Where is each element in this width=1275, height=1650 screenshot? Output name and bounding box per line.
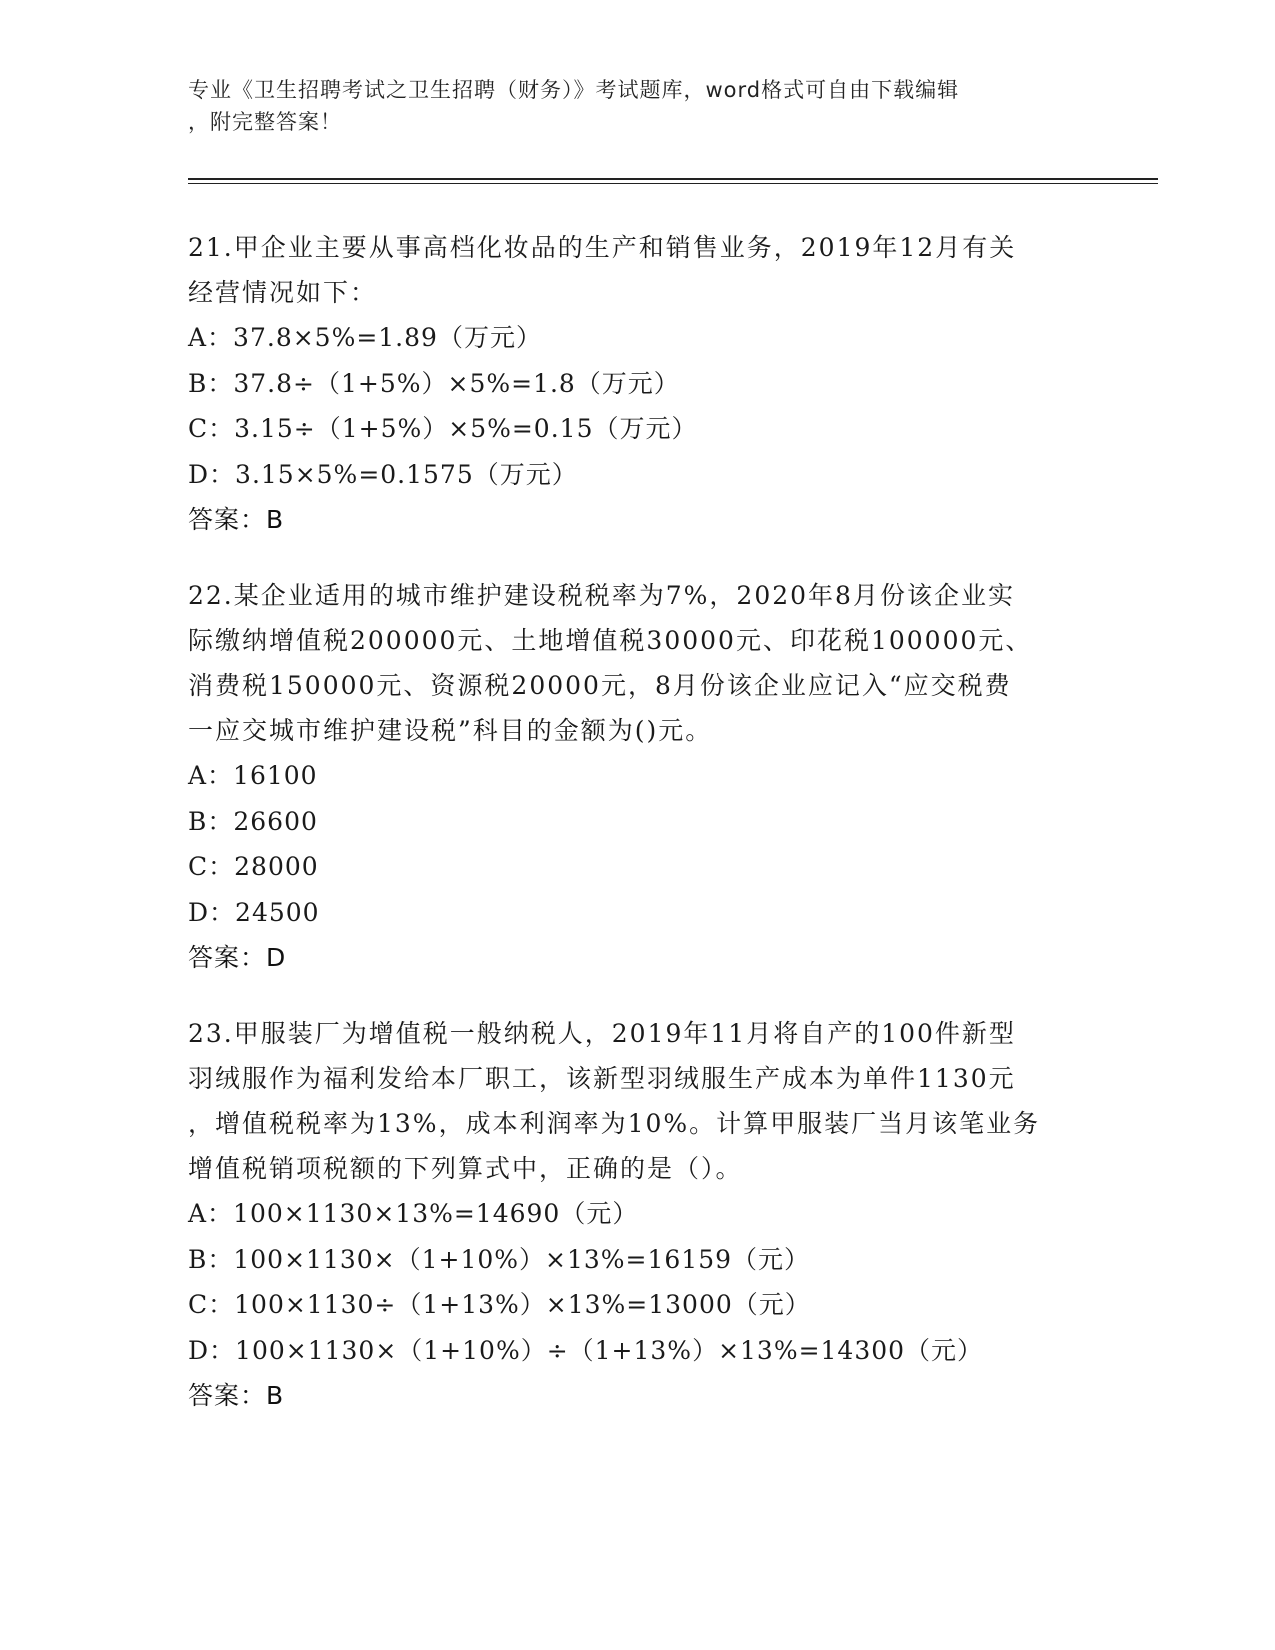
question-23 xyxy=(188,1011,1068,1419)
question-stem-line: 22.某企业适用的城市维护建设税税率为7%，2020年8月份该企业实 xyxy=(188,581,1015,610)
question-stem-line: 际缴纳增值税200000元、土地增值税30000元、印花税100000元、 xyxy=(188,626,1033,655)
header-divider-thin xyxy=(188,183,1158,184)
option-b: B：26600 xyxy=(188,806,318,836)
question-stem-line: 消费税150000元、资源税20000元，8月份该企业应记入“应交税费 xyxy=(188,671,1012,700)
question-stem-line: 羽绒服作为福利发给本厂职工，该新型羽绒服生产成本为单件1130元 xyxy=(188,1064,1016,1093)
question-stem-line: 增值税销项税额的下列算式中，正确的是（）。 xyxy=(188,1154,743,1183)
option-c: C：3.15÷（1+5%）×5%=0.15（万元） xyxy=(188,414,698,443)
answer-label: 答案：B xyxy=(188,1381,285,1410)
question-stem-line: 一应交城市维护建设税”科目的金额为()元。 xyxy=(188,716,713,745)
answer-label: 答案：B xyxy=(188,505,285,534)
header-line-1: 专业《卫生招聘考试之卫生招聘（财务）》考试题库，word格式可自由下载编辑 xyxy=(188,78,960,102)
question-22 xyxy=(188,573,1068,981)
document-header xyxy=(188,74,1068,138)
question-stem-line: 23.甲服装厂为增值税一般纳税人，2019年11月将自产的100件新型 xyxy=(188,1019,1016,1048)
option-b: B：37.8÷（1+5%）×5%=1.8（万元） xyxy=(188,368,680,398)
question-21 xyxy=(188,225,1068,543)
header-divider-thick xyxy=(188,178,1158,180)
question-stem-line: 经营情况如下： xyxy=(188,278,378,307)
header-line-2: ，附完整答案！ xyxy=(188,110,342,134)
option-d: D：24500 xyxy=(188,897,320,927)
option-b: B：100×1130×（1+10%）×13%=16159（元） xyxy=(188,1244,811,1274)
option-a: A：100×1130×13%=14690（元） xyxy=(188,1199,639,1228)
option-c: C：100×1130÷（1+13%）×13%=13000（元） xyxy=(188,1290,811,1319)
option-a: A：16100 xyxy=(188,761,318,790)
question-stem-line: 21.甲企业主要从事高档化妆品的生产和销售业务，2019年12月有关 xyxy=(188,233,1017,262)
option-d: D：3.15×5%=0.1575（万元） xyxy=(188,459,578,489)
option-a: A：37.8×5%=1.89（万元） xyxy=(188,323,542,352)
option-d: D：100×1130×（1+10%）÷（1+13%）×13%=14300（元） xyxy=(188,1335,984,1365)
answer-label: 答案：D xyxy=(188,943,287,972)
question-stem-line: ，增值税税率为13%，成本利润率为10%。计算甲服装厂当月该笔业务 xyxy=(188,1109,1041,1138)
option-c: C：28000 xyxy=(188,852,319,881)
